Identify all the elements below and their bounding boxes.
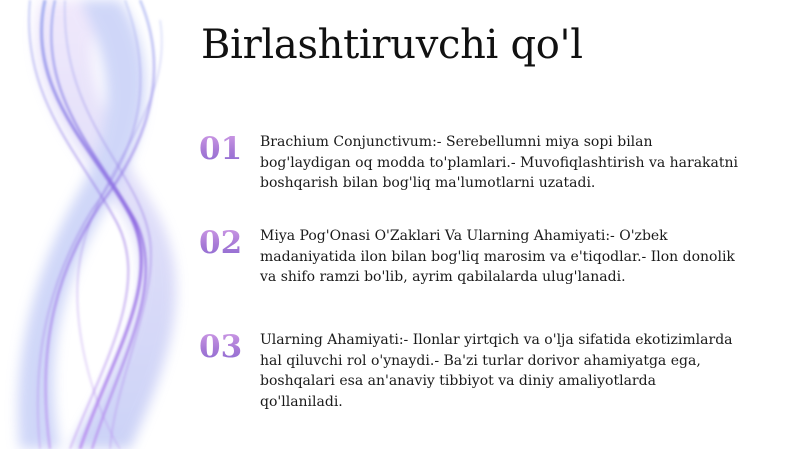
item-number: 01 <box>199 131 243 167</box>
slide-title: Birlashtiruvchi qo'l <box>201 22 583 68</box>
item-text: Ularning Ahamiyati:- Ilonlar yirtqich va o'lja sifatida ekotizimlarda hal qiluvchi rol o'ynaydi.- Ba'zi turlar dorivor ahamiyatga ega, boshqalari esa an'anaviy tibbiyot va diniy amaliyotlarda qo'llaniladi. <box>260 332 733 410</box>
item-number: 02 <box>199 225 243 261</box>
decorative-smoke-ribbon <box>0 0 230 449</box>
item-text: Miya Pog'Onasi O'Zaklari Va Ularning Ahamiyati:- O'zbek madaniyatida ilon bilan bog'liq marosim va e'tiqodlar.- Ilon donolik va shifo ramzi bo'lib, ayrim qabilalarda ulug'lanadi. <box>260 228 735 285</box>
item-number: 03 <box>199 329 243 365</box>
item-text: Brachium Conjunctivum:- Serebellumni miya sopi bilan bog'laydigan oq modda to'plamlari.- Muvofiqlashtirish va harakatni boshqarish bilan bog'liq ma'lumotlarni uzatadi. <box>260 134 739 191</box>
